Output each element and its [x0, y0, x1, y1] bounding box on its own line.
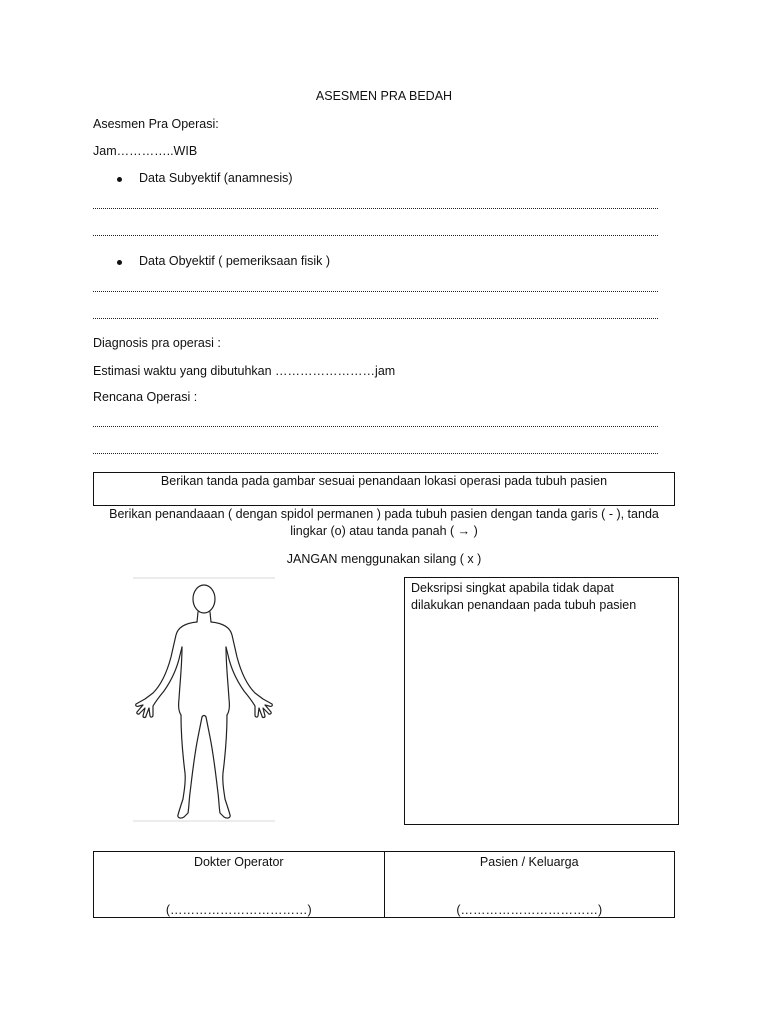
subjective-line-2	[93, 235, 658, 236]
signature-role: Pasien / Keluarga	[479, 855, 579, 869]
warning-text: JANGAN menggunakan silang ( x )	[286, 552, 482, 566]
objective-line-2	[93, 318, 658, 319]
estimate-field: Estimasi waktu yang dibutuhkan ……………………jam	[93, 364, 396, 378]
plan-line-2	[93, 453, 658, 454]
jam-field: Jam…………..WIB	[93, 144, 198, 158]
marking-instruction-text: Berikan tanda pada gambar sesuai penandaan lokasi operasi pada tubuh pasien	[160, 474, 608, 488]
description-box[interactable]	[404, 577, 679, 825]
body-outline-icon	[131, 577, 277, 823]
diagnosis-label: Diagnosis pra operasi :	[93, 336, 221, 350]
objective-label: Data Obyektif ( pemeriksaan fisik )	[139, 254, 331, 268]
section-label: Asesmen Pra Operasi:	[93, 117, 219, 131]
instruction-line-2: lingkar (o) atau tanda panah ( → )	[290, 524, 478, 538]
plan-line-1	[93, 426, 658, 427]
signature-line: (……………………………)	[456, 903, 603, 917]
signature-cell-patient[interactable]	[384, 852, 675, 917]
bullet-subjective	[117, 177, 122, 182]
objective-line-1	[93, 291, 658, 292]
page-title: ASESMEN PRA BEDAH	[315, 89, 453, 103]
plan-label: Rencana Operasi :	[93, 390, 198, 404]
description-box-text: Deksripsi singkat apabila tidak dapat dilakukan penandaan pada tubuh pasien	[411, 581, 637, 612]
signature-cell-operator[interactable]	[94, 852, 384, 917]
marking-instruction-box	[93, 472, 675, 506]
subjective-label: Data Subyektif (anamnesis)	[139, 171, 293, 185]
signature-line: (……………………………)	[165, 903, 312, 917]
signature-table	[93, 851, 675, 918]
signature-role: Dokter Operator	[193, 855, 284, 869]
bullet-objective	[117, 260, 122, 265]
instruction-line-1: Berikan penandaaan ( dengan spidol permanen ) pada tubuh pasien dengan tanda garis ( - ), tanda	[109, 507, 659, 521]
subjective-line-1	[93, 208, 658, 209]
